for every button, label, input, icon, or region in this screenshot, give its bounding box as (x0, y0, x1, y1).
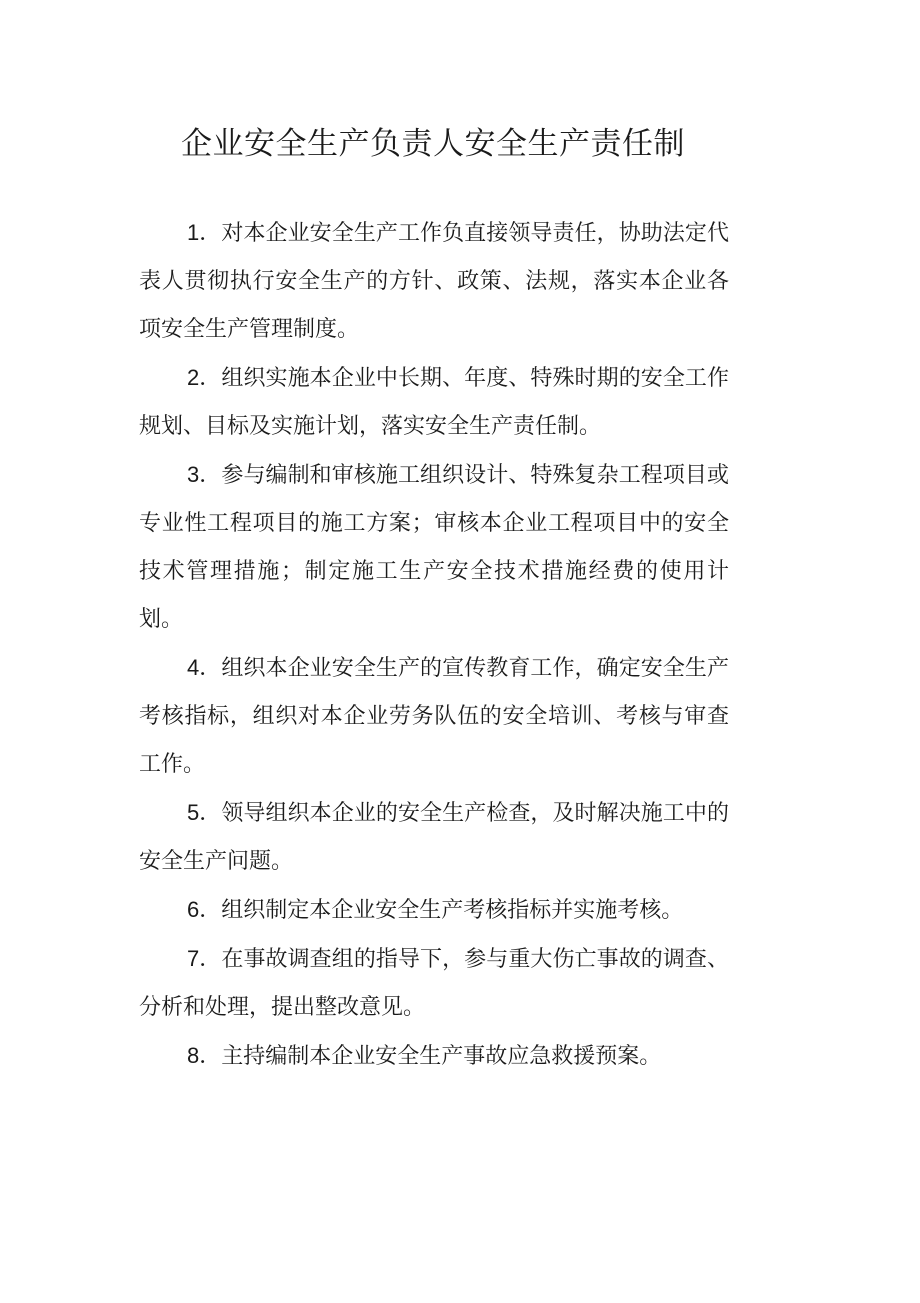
item-number: 6． (187, 897, 222, 922)
list-item (139, 644, 729, 789)
document-body (139, 209, 729, 1081)
item-text: 组织实施本企业中长期、年度、特殊时期的安全工作规划、目标及实施计划，落实安全生产责任制。 (139, 366, 729, 439)
item-number: 2． (187, 365, 222, 390)
list-item (139, 354, 729, 451)
document-title: 企业安全生产负责人安全生产责任制 (181, 126, 685, 162)
item-number: 3． (187, 462, 222, 487)
item-text: 对本企业安全生产工作负直接领导责任，协助法定代表人贯彻执行安全生产的方针、政策、法规，落实本企业各项安全生产管理制度。 (139, 221, 729, 342)
item-number: 8． (187, 1043, 222, 1068)
list-item (139, 451, 729, 644)
item-text: 领导组织本企业的安全生产检查，及时解决施工中的安全生产问题。 (139, 801, 729, 874)
list-item (139, 209, 729, 354)
item-number: 1． (187, 220, 222, 245)
item-text: 组织本企业安全生产的宣传教育工作，确定安全生产考核指标，组织对本企业劳务队伍的安全培训、考核与审查工作。 (139, 656, 729, 777)
item-text: 在事故调查组的指导下，参与重大伤亡事故的调查、分析和处理，提出整改意见。 (139, 947, 729, 1020)
list-item (139, 886, 729, 935)
list-item (139, 1032, 729, 1081)
item-number: 4． (187, 655, 222, 680)
item-number: 7． (187, 946, 222, 971)
item-text: 组织制定本企业安全生产考核指标并实施考核。 (221, 898, 684, 923)
list-item (139, 935, 729, 1032)
item-number: 5． (187, 800, 222, 825)
item-text: 主持编制本企业安全生产事故应急救援预案。 (221, 1044, 662, 1069)
list-item (139, 789, 729, 886)
item-text: 参与编制和审核施工组织设计、特殊复杂工程项目或专业性工程项目的施工方案；审核本企业工程项目中的安全技术管理措施；制定施工生产安全技术措施经费的使用计划。 (139, 463, 729, 632)
